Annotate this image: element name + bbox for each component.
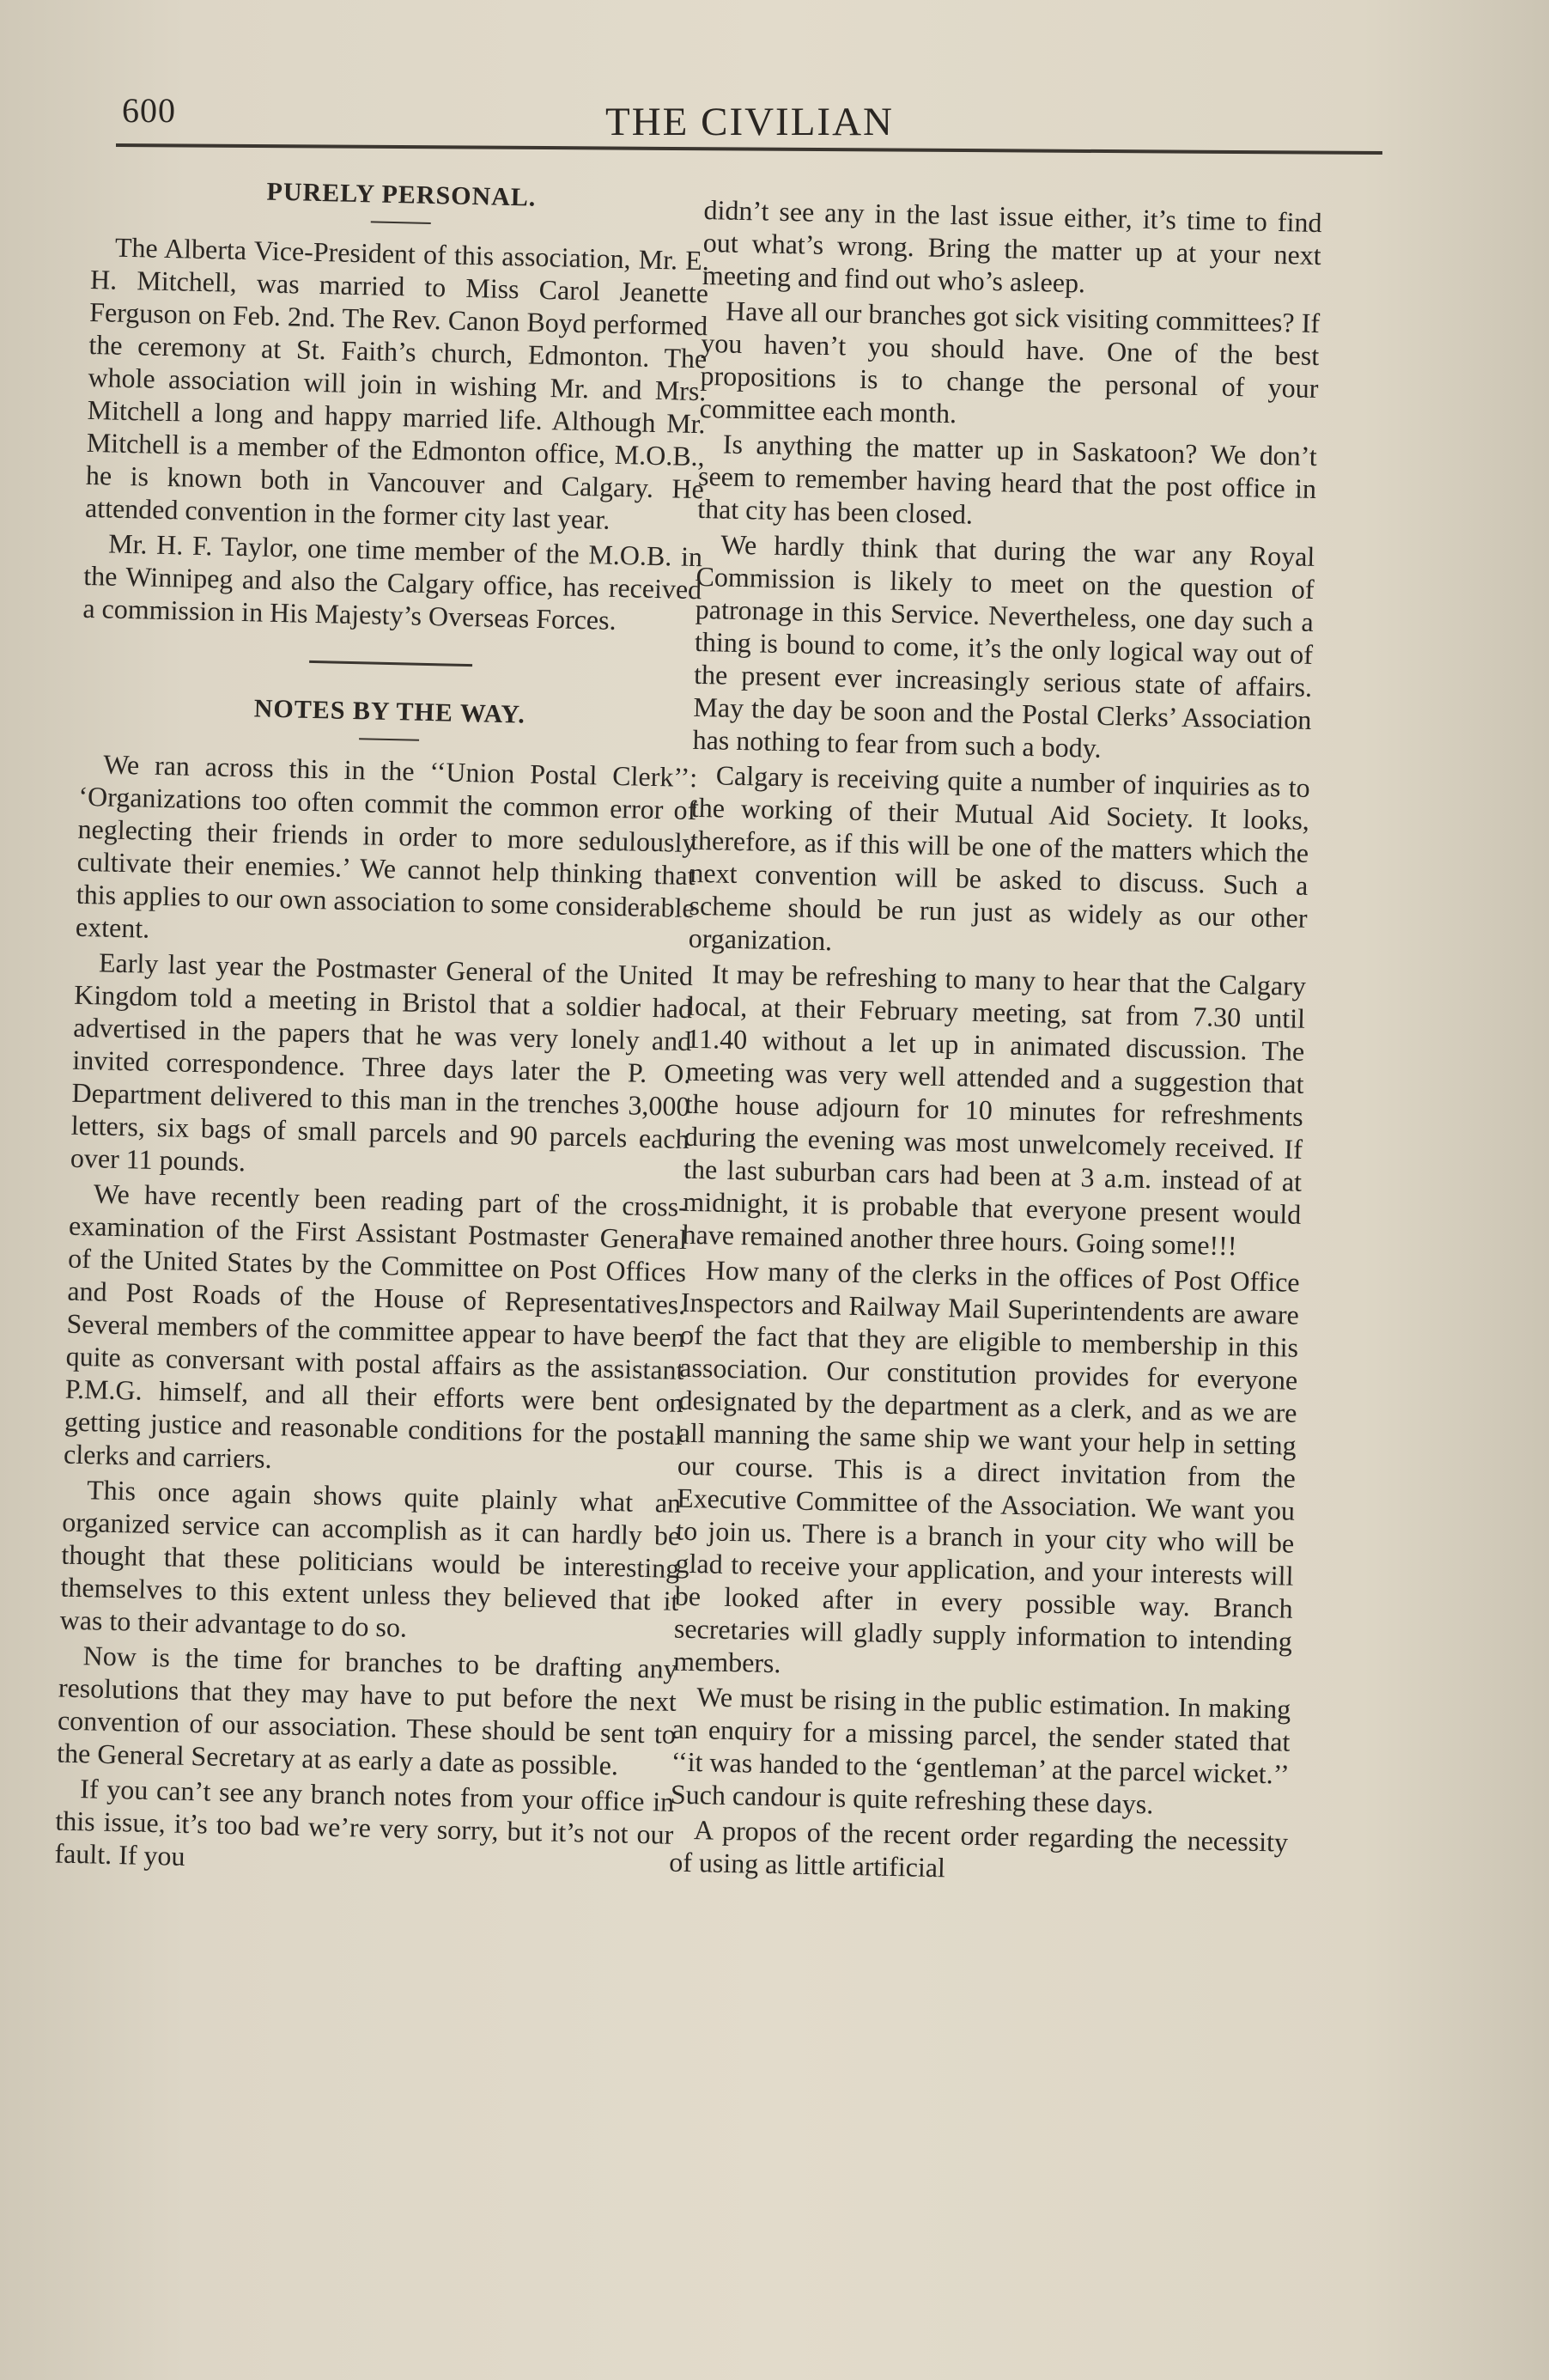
paragraph: We ran across this in the ‘‘Union Postal Clerk’’: ‘Organizations too often commit the common error of neglecting their friends in order to more sedulously cultivate their enemies.’ We cannot help thinking that this applies to our own association to some considerable extent. [75,748,698,944]
page-number: 600 [122,91,176,130]
title-rule [371,221,431,224]
paragraph: If you can’t see any branch notes from your office in this issue, it’s too bad we’re very sorry, but it’s not our fault. If you [54,1773,675,1872]
purely-personal-section [82,172,711,638]
paragraph: Now is the time for branches to be drafting any resolutions that they may have to put before the next convention of our association. These should be sent to the General Secretary at as early a date as possible. [56,1640,678,1781]
right-column [669,193,1322,1894]
left-column [54,172,711,1886]
page-header [103,82,1382,159]
section-divider [309,660,472,667]
paragraph: didn’t see any in the last issue either, it’s time to find out what’s wrong. Bring the matter up at your next meeting and find out who’s asleep. [702,193,1322,299]
notes-by-the-way-section [54,689,699,1884]
paragraph: It may be refreshing to many to hear that the Calgary local, at their February meeting, sat from 7.30 until 11.40 without a let up in animated discussion. The meeting was very well attended and a suggestion that the house adjourn for 10 minutes for refreshments during the evening was most unwelcomely received. If the last suburban cars had been at 3 a.m. instead of at midnight, it is probable that everyone present would have remained another three hours. Going some!!! [682,958,1307,1262]
paragraph: How many of the clerks in the offices of Post Office Inspectors and Railway Mail Superintendents are aware of the fact that they are eligible to membership in this association. Our constitution provides for everyone designated by the department as a clerk, and as we are all manning the same ship we want your help in setting our course. This is a direct invitation from the Executive Committee of the Association. We want you to join us. There is a branch in your city who will be glad to receive your application, and your interests will be looked after in every possible way. Branch secretaries will gladly supply information to intending members. [672,1254,1300,1679]
paragraph: Have all our branches got sick visiting committees? If you haven’t you should have. One of the best propositions is to change the personal of your committee each month. [699,295,1321,429]
paragraph: We hardly think that during the war any Royal Commission is likely to meet on the question of patronage in this Service. Nevertheless, one day such a thing is bound to come, it’s the only logical way out of the present ever increasingly serious state of affairs. May the day be soon and the Postal Clerks’ Association has nothing to fear from such a body. [692,528,1315,764]
paragraph: This once again shows quite plainly what an organized service can accomplish as it can hardly be thought that these politicians would be interesting themselves to this extent unless they believed that it was to their advantage to do so. [59,1474,682,1643]
paragraph: We must be rising in the public estimation. In making an enquiry for a missing parcel, the sender stated that ‘‘it was handed to the ‘gentleman’ at the parcel wicket.’’ Such candour is quite refreshing these days. [670,1681,1291,1820]
paragraph: Is anything the matter up in Saskatoon? We don’t seem to remember having heard that the post office in that city has been closed. [696,428,1318,530]
paragraph: Calgary is receiving quite a number of inquiries as to the working of their Mutual Aid Society. It looks, therefore, as if this will be one of the matters which the next convention will be asked to discuss. Such a scheme should be run just as widely as our other organization. [688,759,1311,957]
paragraph: The Alberta Vice-President of this association, Mr. E. H. Mitchell, was married to Miss Carol Jeanette Ferguson on Feb. 2nd. The Rev. Canon Boyd performed the ceremony at St. Faith’s church, Edmonton. The whole association will join in wishing Mr. and Mrs. Mitchell a long and happy married life. Although Mr. Mitchell is a member of the Edmonton office, M.O.B., he is known both in Vancouver and Calgary. He attended convention in the former city last year. [84,231,710,535]
journal-title: THE CIVILIAN [605,100,894,144]
paragraph: A propos of the recent order regarding the necessity of using as little artificial [668,1814,1289,1884]
paragraph: We have recently been reading part of the cross-examination of the First Assistant Postmaster General of the United States by the Committee on Post Offices and Post Roads of the House of Representatives. Several members of the committee appear to have been quite as conversant with postal affairs as the assistant P.M.G. himself, and all their efforts were bent on getting justice and reasonable conditions for the postal clerks and carriers. [63,1178,689,1475]
paragraph: Mr. H. F. Taylor, one time member of the M.O.B. in the Winnipeg and also the Calgary office, has received a commission in His Majesty’s Overseas Forces. [82,527,703,636]
section-title-notes-by-the-way: NOTES BY THE WAY. [253,694,526,729]
section-title-purely-personal: PURELY PERSONAL. [266,177,537,212]
paragraph: Early last year the Postmaster General of the United Kingdom told a meeting in Bristol that a soldier had advertised in the papers that he was very lonely and invited correspondence. Three days later the P. O. Department delivered to this man in the trenches 3,000 letters, six bags of small parcels and 90 parcels each over 11 pounds. [70,947,694,1178]
title-rule [359,738,419,741]
